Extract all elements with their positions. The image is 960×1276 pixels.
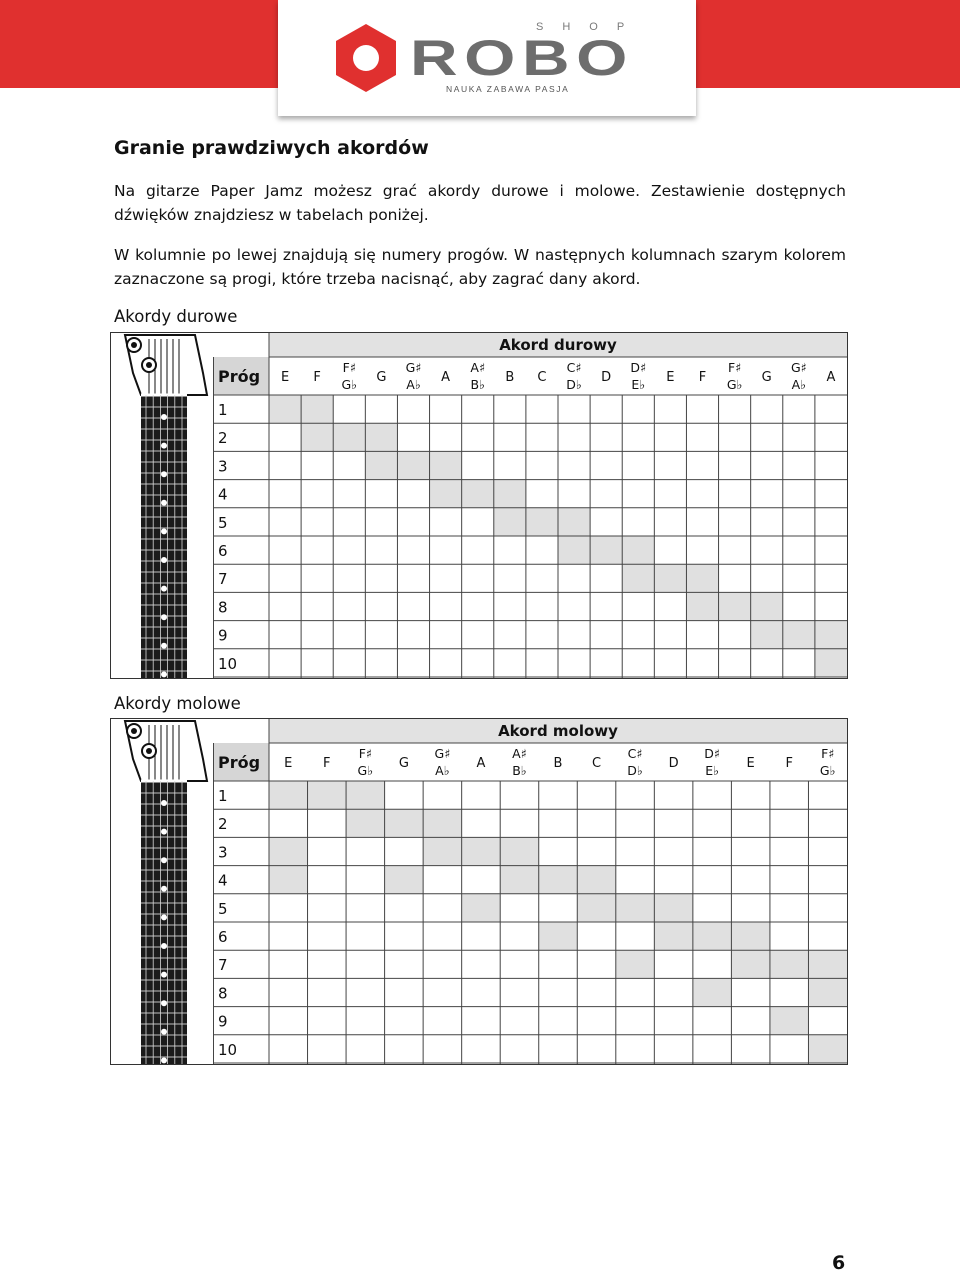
fret-marker-dot [161,671,167,677]
note-column-header: C [591,756,602,771]
pressed-fret-cell [423,837,462,865]
fret-marker-dot [161,1057,167,1063]
note-column-header: D [601,370,612,385]
major-chord-grid [213,333,847,678]
pressed-fret-cell [622,564,654,592]
guitar-neck-illustration [111,719,213,1064]
logo-shop-text: SHOP [536,21,644,33]
pressed-fret-cell [558,508,590,536]
fret-marker-dot [161,857,167,863]
fret-number: 9 [218,1012,228,1031]
fret-marker-dot [161,800,167,806]
note-column-header: A♯ [470,360,486,375]
instructions-paragraph: W kolumnie po lewej znajdują się numery progów. W następnych kolumnach szarym kolorem zaznaczone są progi, które trzeba nacisnąć, aby zagrać dany akord. [114,246,846,288]
fret-marker-dot [161,943,167,949]
fret-number: 5 [218,899,228,918]
note-column-header: F [698,370,707,385]
fret-number: 3 [218,457,228,476]
minor-chord-grid [213,719,847,1064]
major-chord-table [110,332,848,679]
fret-number: 5 [218,513,228,532]
pressed-fret-cell [539,922,578,950]
fret-marker-dot [161,1000,167,1006]
note-column-header: G [398,756,409,771]
note-column-header: F [323,756,331,771]
note-column-header-alt: A♭ [791,377,807,392]
pressed-fret-cell [346,781,385,809]
pressed-fret-cell [783,621,815,649]
bolt-hole-icon [353,45,379,71]
pressed-fret-cell [751,621,783,649]
note-column-header: E [284,756,293,771]
pressed-fret-cell [751,592,783,620]
note-column-header-alt: G♭ [726,377,743,392]
note-column-header-alt: A♭ [435,763,450,778]
note-column-header: F♯ [727,360,742,375]
pressed-fret-cell [654,894,693,922]
fret-header: Próg [218,367,261,386]
pressed-fret-cell [346,809,385,837]
pressed-fret-cell [616,950,655,978]
fretboard [141,781,187,1064]
pressed-fret-cell [590,536,622,564]
pressed-fret-cell [577,866,616,894]
fret-marker-dot [161,886,167,892]
pressed-fret-cell [526,508,558,536]
pressed-fret-cell [462,480,494,508]
fret-number: 1 [218,401,228,419]
pressed-fret-cell [269,837,308,865]
pressed-fret-cell [686,564,718,592]
page-number: 6 [832,1252,846,1274]
pressed-fret-cell [808,1035,847,1063]
fret-marker-dot [161,972,167,978]
note-column-header-alt: D♭ [627,763,643,778]
note-column-header: C♯ [566,360,582,375]
fret-number: 10 [218,1040,238,1059]
fret-number: 6 [218,542,228,560]
pressed-fret-cell [719,592,751,620]
note-column-header: G♯ [405,360,422,375]
note-column-header-alt: B♭ [512,763,527,778]
pressed-fret-cell [333,423,365,451]
tuning-peg-center [131,342,137,348]
minor-section-label: Akordy molowe [114,694,241,713]
pressed-fret-cell [808,950,847,978]
pressed-fret-cell [397,451,429,479]
note-column-header: G [376,370,387,385]
pressed-fret-cell [808,978,847,1006]
pressed-fret-cell [500,837,539,865]
pressed-fret-cell [622,536,654,564]
pressed-fret-cell [430,451,462,479]
pressed-fret-cell [385,866,424,894]
fret-marker-dot [161,414,167,420]
pressed-fret-cell [731,950,770,978]
robo-shop-logo [278,0,696,116]
fret-number: 10 [218,654,238,673]
note-column-header: A♯ [512,746,527,761]
note-column-header-alt: D♭ [566,377,582,392]
pressed-fret-cell [770,1007,809,1035]
pressed-fret-cell [462,894,501,922]
pressed-fret-cell [654,922,693,950]
pressed-fret-cell [494,480,526,508]
minor-chord-table [110,718,848,1065]
logo-card [278,0,696,116]
note-column-header-alt: E♭ [631,377,646,392]
note-column-header: A [826,370,836,385]
fret-number: 8 [218,598,228,617]
fret-number: 7 [218,570,228,589]
pressed-fret-cell [770,950,809,978]
fret-number: 8 [218,984,228,1003]
pressed-fret-cell [269,395,301,423]
pressed-fret-cell [308,781,347,809]
pressed-fret-cell [365,423,397,451]
note-column-header: F [313,370,321,385]
note-column-header: A [476,756,486,771]
pressed-fret-cell [494,508,526,536]
note-column-header: F♯ [821,746,835,761]
fret-number: 7 [218,956,228,975]
fret-number: 4 [218,485,228,504]
fret-header: Próg [218,753,261,772]
fret-marker-dot [161,914,167,920]
pressed-fret-cell [693,922,732,950]
pressed-fret-cell [577,894,616,922]
pressed-fret-cell [539,866,578,894]
pressed-fret-cell [686,592,718,620]
fret-number: 9 [218,626,228,645]
note-column-header: B [553,756,563,771]
note-column-header: D [668,756,679,771]
tuning-peg-center [146,748,152,754]
note-column-header-alt: E♭ [705,763,720,778]
note-column-header: C [537,370,547,385]
note-column-header: D♯ [704,746,720,761]
note-column-header: G♯ [434,746,451,761]
chord-type-header: Akord durowy [499,336,617,354]
fret-marker-dot [161,586,167,592]
pressed-fret-cell [269,781,308,809]
note-column-header: C♯ [627,746,643,761]
note-column-header-alt: A♭ [406,377,421,392]
note-column-header: E [280,370,290,385]
note-column-header: F [785,756,793,771]
pressed-fret-cell [430,480,462,508]
fret-marker-dot [161,443,167,449]
pressed-fret-cell [365,451,397,479]
note-column-header: D♯ [630,360,647,375]
note-column-header: G♯ [790,360,807,375]
pressed-fret-cell [385,809,424,837]
fret-marker-dot [161,528,167,534]
fret-marker-dot [161,643,167,649]
note-column-header-alt: B♭ [470,377,485,392]
note-column-header: F♯ [342,360,356,375]
intro-paragraph: Na gitarze Paper Jamz możesz grać akordy durowe i molowe. Zestawienie dostępnych dźwięków znajdziesz w tabelach poniżej. [114,182,846,224]
note-column-header: B [505,370,515,385]
fret-number: 2 [218,815,228,834]
note-column-header-alt: G♭ [341,377,358,392]
pressed-fret-cell [693,978,732,1006]
fret-number: 6 [218,928,228,946]
fret-number: 4 [218,871,228,890]
tuning-peg-center [146,362,152,368]
fret-marker-dot [161,1029,167,1035]
fret-number: 3 [218,843,228,862]
note-column-header: G [761,370,772,385]
pressed-fret-cell [301,395,333,423]
logo-wordmark: ROBO [410,30,634,86]
tuning-peg-center [131,728,137,734]
pressed-fret-cell [815,621,847,649]
fret-marker-dot [161,500,167,506]
pressed-fret-cell [462,837,501,865]
major-section-label: Akordy durowe [114,307,238,326]
note-column-header: E [666,370,675,385]
pressed-fret-cell [423,809,462,837]
note-column-header: A [441,370,451,385]
fret-number: 1 [218,787,228,805]
chord-type-header: Akord molowy [498,722,618,740]
note-column-header: E [746,756,755,771]
guitar-neck-illustration [111,333,213,678]
pressed-fret-cell [558,536,590,564]
note-column-header: F♯ [358,746,372,761]
pressed-fret-cell [654,564,686,592]
fret-marker-dot [161,471,167,477]
pressed-fret-cell [731,922,770,950]
fret-number: 2 [218,429,228,448]
fret-marker-dot [161,829,167,835]
logo-tagline: NAUKA ZABAWA PASJA [446,84,570,94]
fretboard [141,395,187,678]
note-column-header-alt: G♭ [819,763,836,778]
note-column-header-alt: G♭ [357,763,374,778]
pressed-fret-cell [500,866,539,894]
page-title: Granie prawdziwych akordów [114,137,429,159]
fret-marker-dot [161,614,167,620]
pressed-fret-cell [616,894,655,922]
fret-marker-dot [161,557,167,563]
pressed-fret-cell [815,649,847,677]
pressed-fret-cell [269,866,308,894]
pressed-fret-cell [301,423,333,451]
